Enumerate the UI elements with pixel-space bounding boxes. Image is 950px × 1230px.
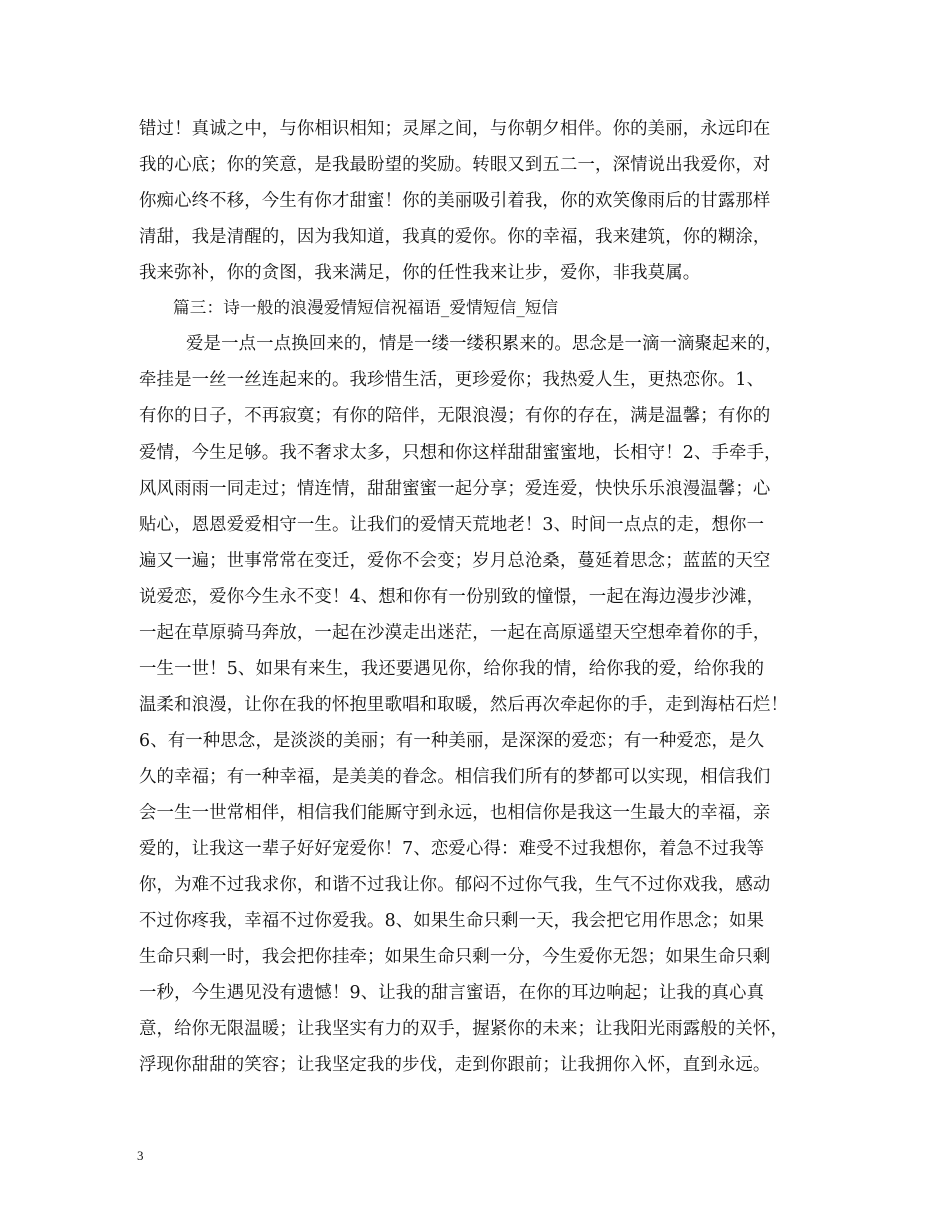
text-line: 我的心底；你的笑意，是我最盼望的奖励。转眼又到五二一，深情说出我爱你，对 [139, 155, 771, 175]
text-line: 牵挂是一丝一丝连起来的。我珍惜生活，更珍爱你；我热爱人生，更热恋你。1、 [139, 370, 765, 390]
text-line: 6、有一种思念，是淡淡的美丽；有一种美丽，是深深的爱恋；有一种爱恋，是久 [139, 731, 765, 751]
text-line: 错过！真诚之中，与你相识相知；灵犀之间，与你朝夕相伴。你的美丽，永远印在 [139, 119, 771, 139]
text-line: 温柔和浪漫，让你在我的怀抱里歌唱和取暖，然后再次牵起你的手，走到海枯石烂！ [139, 695, 789, 715]
text-line: 一起在草原骑马奔放，一起在沙漠走出迷茫，一起在高原遥望天空想牵着你的手， [139, 623, 771, 643]
text-line: 说爱恋，爱你今生永不变！4、想和你有一份别致的憧憬，一起在海边漫步沙滩， [139, 587, 765, 607]
text-line: 我来弥补，你的贪图，我来满足，你的任性我来让步，爱你，非我莫属。 [139, 263, 701, 283]
text-line: 爱情，今生足够。我不奢求太多，只想和你这样甜甜蜜蜜地，长相守！2、手牵手， [139, 443, 782, 463]
text-line: 有你的日子，不再寂寞；有你的陪伴，无限浪漫；有你的存在，满是温馨；有你的 [139, 406, 771, 426]
text-line: 贴心，恩恩爱爱相守一生。让我们的爱情天荒地老！3、时间一点点的走，想你一 [139, 515, 765, 535]
section-heading: 篇三：诗一般的浪漫爱情短信祝福语_爱情短信_短信 [173, 298, 559, 317]
page-number: 3 [137, 1148, 144, 1163]
text-line: 遍又一遍；世事常常在变迁，爱你不会变；岁月总沧桑，蔓延着思念；蓝蓝的天空 [139, 551, 771, 571]
text-line: 你痴心终不移，今生有你才甜蜜！你的美丽吸引着我，你的欢笑像雨后的甘露那样 [139, 191, 771, 211]
text-line: 清甜，我是清醒的，因为我知道，我真的爱你。你的幸福，我来建筑，你的糊涂， [139, 227, 771, 247]
text-line: 一秒，今生遇见没有遗憾！9、让我的甜言蜜语，在你的耳边响起；让我的真心真 [139, 983, 765, 1003]
text-line: 爱的，让我这一辈子好好宠爱你！7、恋爱心得：难受不过我想你，着急不过我等 [139, 839, 765, 859]
text-line: 你，为难不过我求你，和谐不过我让你。郁闷不过你气我，生气不过你戏我，感动 [139, 875, 771, 895]
text-line: 久的幸福；有一种幸福，是美美的眷念。相信我们所有的梦都可以实现，相信我们 [139, 767, 771, 787]
text-line: 不过你疼我，幸福不过你爱我。8、如果生命只剩一天，我会把它用作思念；如果 [139, 911, 765, 931]
text-line: 一生一世！5、如果有来生，我还要遇见你，给你我的情，给你我的爱，给你我的 [139, 659, 765, 679]
text-line: 会一生一世常相伴，相信我们能厮守到永远，也相信你是我这一生最大的幸福，亲 [139, 803, 771, 823]
text-line: 意，给你无限温暖；让我坚实有力的双手，握紧你的未来；让我阳光雨露般的关怀， [139, 1019, 789, 1039]
text-line: 浮现你甜甜的笑容；让我坚定我的步伐，走到你跟前；让我拥你入怀，直到永远。 [139, 1055, 771, 1075]
text-line: 生命只剩一时，我会把你挂牵；如果生命只剩一分，今生爱你无怨；如果生命只剩 [139, 947, 771, 967]
text-line: 爱是一点一点换回来的，情是一缕一缕积累来的。思念是一滴一滴聚起来的， [186, 334, 783, 354]
text-line: 风风雨雨一同走过；情连情，甜甜蜜蜜一起分享；爱连爱，快快乐乐浪漫温馨；心 [139, 479, 771, 499]
